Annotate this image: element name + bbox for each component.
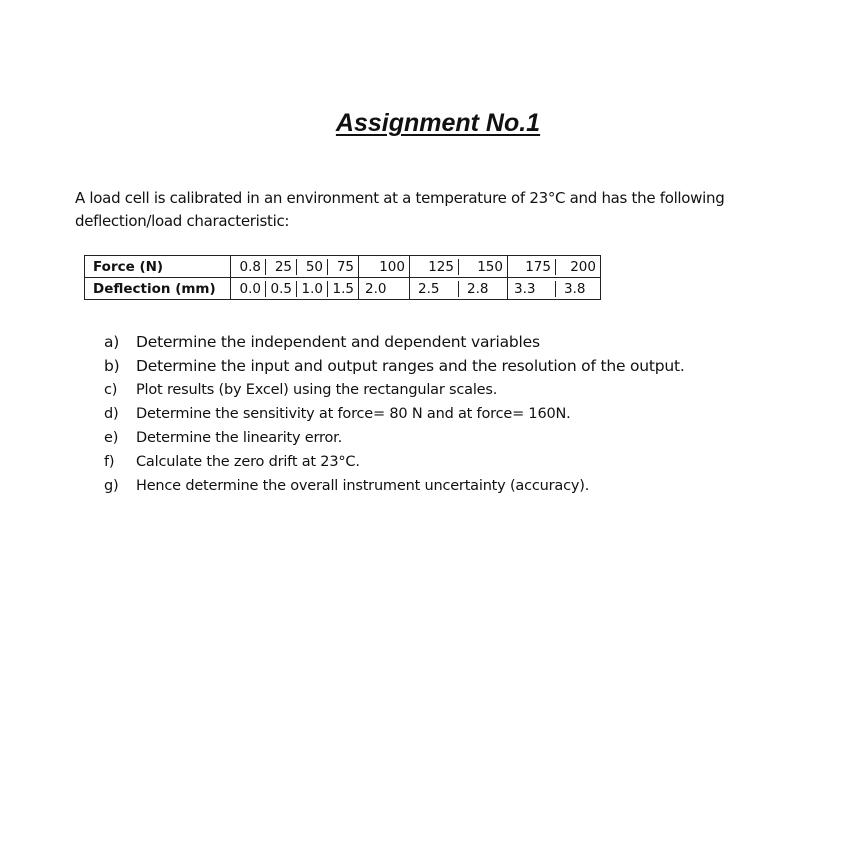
deflection-value: 1.0 bbox=[296, 281, 327, 297]
question-text: Plot results (by Excel) using the rectangular scales. bbox=[136, 382, 498, 398]
force-value: 100 bbox=[379, 258, 405, 275]
question-list bbox=[104, 330, 685, 498]
force-value: 125 bbox=[428, 258, 454, 275]
intro-paragraph: A load cell is calibrated in an environment at a temperature of 23°C and has the following deflection/load characteristic: bbox=[75, 189, 725, 230]
deflection-row bbox=[85, 278, 601, 300]
deflection-header: Deflection (mm) bbox=[85, 278, 231, 300]
deflection-value: 3.3 bbox=[514, 280, 536, 297]
question-letter: g) bbox=[104, 478, 119, 494]
question-text: Determine the independent and dependent variables bbox=[136, 333, 540, 351]
deflection-value: 2.8 bbox=[458, 281, 507, 297]
force-value: 0.8 bbox=[239, 258, 261, 275]
question-item bbox=[104, 378, 685, 402]
deflection-value: 0.0 bbox=[239, 280, 261, 297]
question-item bbox=[104, 426, 685, 450]
deflection-value: 0.5 bbox=[265, 281, 296, 297]
deflection-value: 1.5 bbox=[327, 281, 358, 297]
question-text: Determine the linearity error. bbox=[136, 430, 342, 446]
force-value: 150 bbox=[458, 259, 507, 275]
force-value: 50 bbox=[296, 259, 327, 275]
question-item bbox=[104, 450, 685, 474]
deflection-value: 2.5 bbox=[418, 280, 440, 297]
calibration-table bbox=[84, 255, 601, 300]
force-value: 200 bbox=[555, 259, 600, 275]
force-value: 175 bbox=[525, 258, 551, 275]
question-letter: f) bbox=[104, 454, 115, 470]
question-text: Hence determine the overall instrument uncertainty (accuracy). bbox=[136, 478, 590, 494]
deflection-value: 2.0 bbox=[365, 280, 387, 297]
force-row bbox=[85, 256, 601, 278]
force-value: 75 bbox=[327, 259, 358, 275]
page-title: Assignment No.1 bbox=[335, 109, 541, 137]
question-item bbox=[104, 330, 685, 354]
question-letter: d) bbox=[104, 406, 119, 422]
question-item bbox=[104, 354, 685, 378]
question-letter: a) bbox=[104, 333, 120, 351]
question-text: Calculate the zero drift at 23°C. bbox=[136, 454, 360, 470]
question-letter: c) bbox=[104, 382, 118, 398]
question-text: Determine the input and output ranges and the resolution of the output. bbox=[136, 357, 685, 375]
question-item bbox=[104, 474, 685, 498]
force-header: Force (N) bbox=[85, 256, 231, 278]
force-value: 25 bbox=[265, 259, 296, 275]
question-item bbox=[104, 402, 685, 426]
question-letter: e) bbox=[104, 430, 119, 446]
deflection-value: 3.8 bbox=[555, 281, 600, 297]
question-text: Determine the sensitivity at force= 80 N and at force= 160N. bbox=[136, 406, 571, 422]
question-letter: b) bbox=[104, 357, 120, 375]
